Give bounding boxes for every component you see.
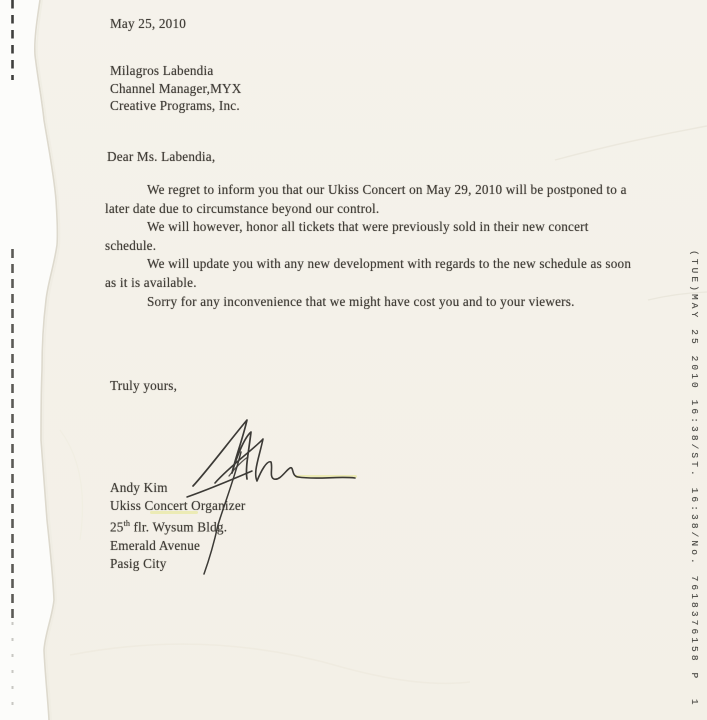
paper-edge-shadow bbox=[37, 0, 60, 720]
body-line: We will however, honor all tickets that were previously sold in their new concert bbox=[147, 219, 589, 235]
recipient-title: Channel Manager,MYX bbox=[110, 80, 242, 96]
signer-title: Ukiss Concert Organizer bbox=[110, 498, 246, 514]
body-line: as it is available. bbox=[105, 274, 197, 290]
body-line: schedule. bbox=[105, 237, 157, 253]
body-line: We regret to inform you that our Ukiss Concert on May 29, 2010 will be postponed to a bbox=[147, 182, 627, 197]
crease-bottom bbox=[70, 644, 470, 683]
recipient-company: Creative Programs, Inc. bbox=[110, 98, 240, 114]
paper-edge bbox=[35, 0, 58, 720]
left-margin-strip bbox=[0, 0, 57, 720]
body-line: Sorry for any inconvenience that we might have cost you and to your viewers. bbox=[147, 293, 575, 309]
recipient-name: Milagros Labendia bbox=[110, 63, 214, 78]
letter-date: May 25, 2010 bbox=[110, 16, 187, 31]
signer-city: Pasig City bbox=[110, 555, 167, 571]
signature bbox=[185, 410, 370, 585]
signer-street: Emerald Avenue bbox=[110, 537, 201, 553]
body-line: We will update you with any new development with regards to the new schedule as soon bbox=[147, 256, 632, 272]
crease-left bbox=[60, 430, 83, 540]
body-line: later date due to circumstance beyond our control. bbox=[105, 200, 380, 216]
crease-top-right bbox=[555, 126, 707, 160]
fax-timestamp: (TUE)MAY 25 2010 16:38/ST. 16:38/No. 7618376158 P 1 bbox=[689, 250, 700, 708]
signer-floor: 25th flr. Wysum Bldg. bbox=[110, 519, 228, 535]
signer-name: Andy Kim bbox=[110, 480, 168, 495]
salutation: Dear Ms. Labendia, bbox=[107, 149, 216, 164]
closing: Truly yours, bbox=[110, 378, 178, 393]
letter-body bbox=[105, 181, 631, 311]
recipient-block bbox=[110, 62, 241, 115]
